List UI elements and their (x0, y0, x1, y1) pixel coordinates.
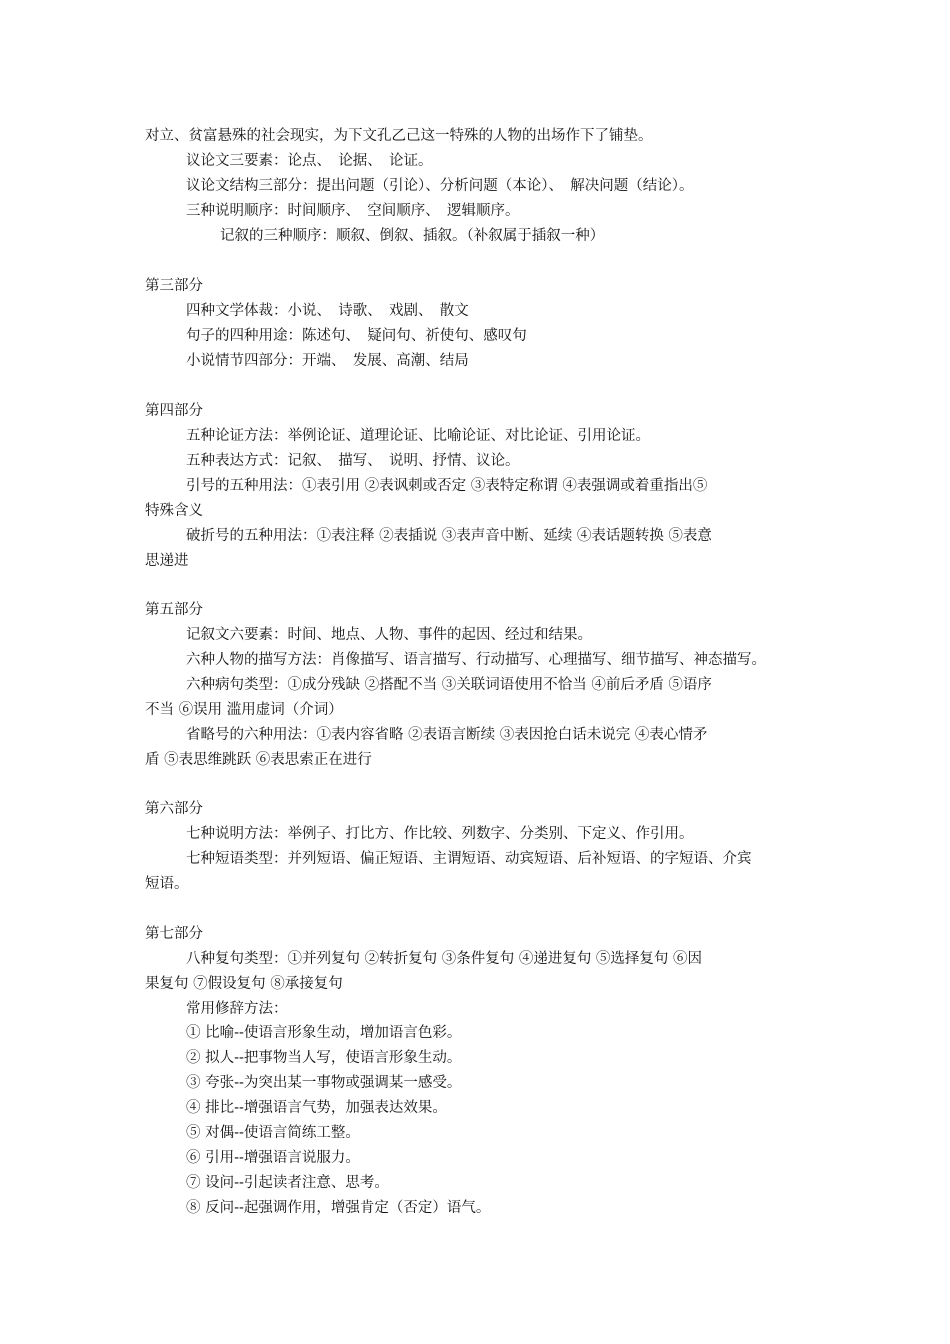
text-line: 常用修辞方法： (186, 1001, 288, 1017)
text-line: 引号的五种用法：①表引用 ②表讽刺或否定 ③表特定称谓 ④表强调或着重指出⑤ (186, 478, 708, 494)
list-item: ⑥ 引用--增强语言说服力。 (186, 1150, 360, 1166)
list-item: ② 拟人--把事物当人写，使语言形象生动。 (186, 1050, 462, 1066)
text-line: 八种复句类型：①并列复句 ②转折复句 ③条件复句 ④递进复句 ⑤选择复句 ⑥因 (186, 951, 703, 967)
text-line: 七种短语类型：并列短语、偏正短语、主谓短语、动宾短语、后补短语、的字短语、介宾 (186, 851, 752, 867)
list-item: ④ 排比--增强语言气势，加强表达效果。 (186, 1100, 447, 1116)
text-line: 六种病句类型：①成分残缺 ②搭配不当 ③关联词语使用不恰当 ④前后矛盾 ⑤语序 (186, 677, 712, 693)
text-line: 破折号的五种用法：①表注释 ②表插说 ③表声音中断、延续 ④表话题转换 ⑤表意 (186, 528, 712, 544)
text-line: 五种论证方法：举例论证、道理论证、比喻论证、对比论证、引用论证。 (186, 428, 650, 444)
text-line: 议论文结构三部分：提出问题（引论）、分析问题（本论）、 解决问题（结论）。 (186, 178, 694, 194)
text-line: 记叙文六要素：时间、地点、人物、事件的起因、经过和结果。 (186, 627, 592, 643)
text-line: 记叙的三种顺序：顺叙、倒叙、插叙。（补叙属于插叙一种） (220, 228, 605, 244)
section-heading: 第六部分 (145, 801, 203, 817)
section-heading: 第七部分 (145, 926, 203, 942)
list-item: ③ 夸张--为突出某一事物或强调某一感受。 (186, 1075, 462, 1091)
text-line: 六种人物的描写方法：肖像描写、语言描写、行动描写、心理描写、细节描写、神态描写。 (186, 652, 766, 668)
list-item: ① 比喻--使语言形象生动，增加语言色彩。 (186, 1025, 462, 1041)
text-line: 小说情节四部分：开端、 发展、高潮、结局 (186, 353, 469, 369)
text-line: 特殊含义 (145, 503, 203, 519)
text-line: 三种说明顺序：时间顺序、 空间顺序、 逻辑顺序。 (186, 203, 520, 219)
list-item: ⑤ 对偶--使语言简练工整。 (186, 1125, 360, 1141)
text-line: 五种表达方式：记叙、 描写、 说明、抒情、议论。 (186, 453, 520, 469)
text-line: 省略号的六种用法：①表内容省略 ②表语言断续 ③表因抢白话未说完 ④表心情矛 (186, 727, 708, 743)
text-line: 对立、贫富悬殊的社会现实，为下文孔乙己这一特殊的人物的出场作下了铺垫。 (145, 128, 653, 144)
text-line: 四种文学体裁：小说、 诗歌、 戏剧、 散文 (186, 303, 469, 319)
text-line: 思递进 (145, 553, 189, 569)
text-line: 盾 ⑤表思维跳跃 ⑥表思索正在进行 (145, 752, 372, 768)
list-item: ⑧ 反问--起强调作用，增强肯定（否定）语气。 (186, 1200, 491, 1216)
section-heading: 第四部分 (145, 403, 203, 419)
text-line: 七种说明方法：举例子、打比方、作比较、列数字、分类别、下定义、作引用。 (186, 826, 694, 842)
text-line: 句子的四种用途：陈述句、 疑问句、祈使句、感叹句 (186, 328, 527, 344)
list-item: ⑦ 设问--引起读者注意、思考。 (186, 1175, 389, 1191)
text-line: 不当 ⑥误用 滥用虚词（介词） (145, 702, 343, 718)
section-heading: 第五部分 (145, 602, 203, 618)
text-line: 果复句 ⑦假设复句 ⑧承接复句 (145, 976, 343, 992)
text-line: 议论文三要素：论点、 论据、 论证。 (186, 153, 433, 169)
text-line: 短语。 (145, 876, 189, 892)
section-heading: 第三部分 (145, 278, 203, 294)
